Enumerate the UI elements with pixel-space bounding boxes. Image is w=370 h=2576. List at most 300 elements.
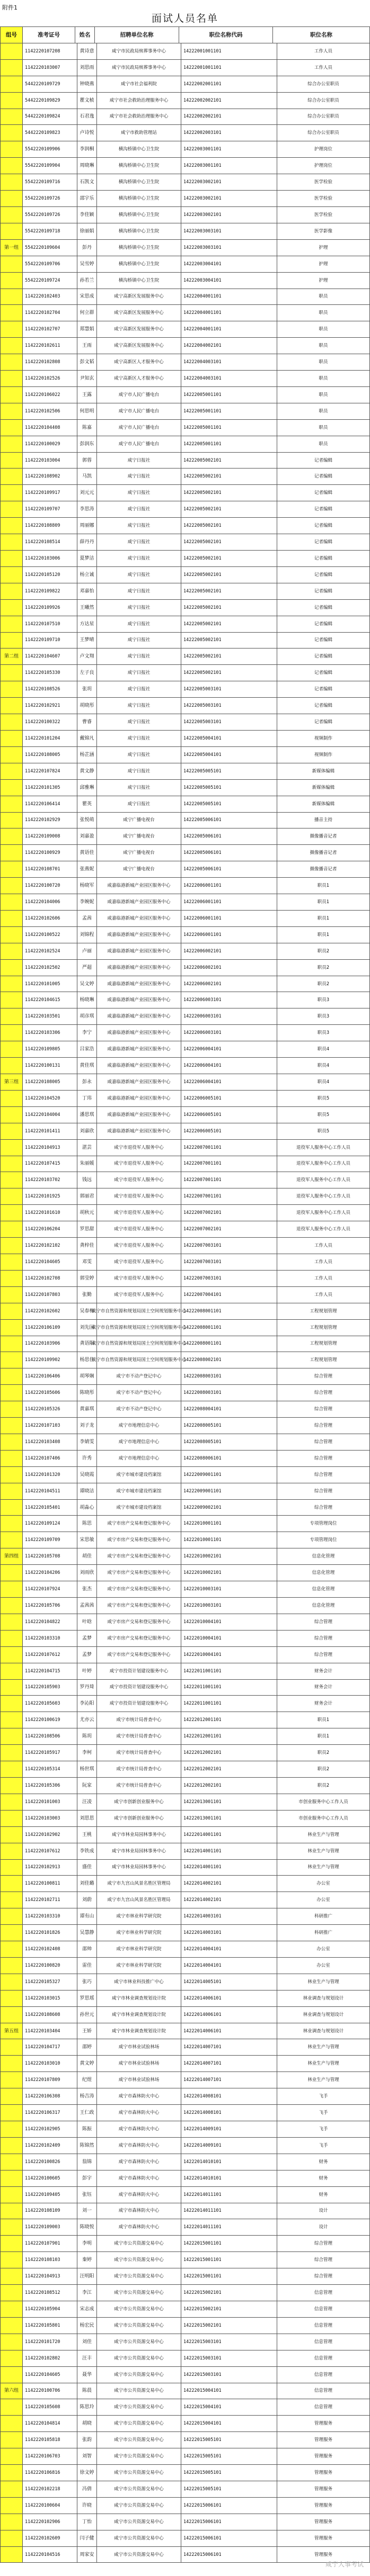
unit-cell: 横沟桥镇中心卫生院 — [97, 223, 181, 240]
table-row — [1, 2498, 370, 2514]
exam-no-cell: 1142220106204 — [23, 1221, 77, 1238]
post-code-cell: 14222014008101 — [181, 2105, 277, 2121]
group-cell — [1, 2056, 23, 2072]
exam-no-cell: 1142220105818 — [23, 2432, 77, 2448]
name-cell: 钟晓燕 — [77, 76, 97, 93]
table-row — [1, 420, 370, 436]
post-code-cell: 14222005003101 — [181, 714, 277, 731]
exam-no-cell: 1142220105326 — [23, 1401, 77, 1418]
group-cell — [1, 256, 23, 273]
exam-no-cell: 1142220103408 — [23, 1434, 77, 1451]
exam-no-cell: 1142220105708 — [23, 1548, 77, 1565]
unit-cell: 咸宁日报社 — [97, 518, 181, 534]
table-row — [1, 2367, 370, 2383]
unit-cell: 咸宁市公共资源交易中心 — [97, 2301, 181, 2318]
table-row — [1, 1172, 370, 1188]
table-row — [1, 583, 370, 600]
group-cell — [1, 1974, 23, 1990]
post-code-cell: 14222008003101 — [181, 1385, 277, 1401]
unit-cell: 咸嘉临港新城产业园区服务中心 — [97, 1008, 181, 1025]
post-code-cell: 14222008001101 — [181, 1320, 277, 1336]
post-name-cell: 护理 — [277, 256, 370, 273]
header-post-code: 职位名称代码 — [179, 27, 273, 43]
unit-cell: 咸宁市投资计划建设服务中心 — [97, 1663, 181, 1680]
table-row — [1, 403, 370, 420]
post-code-cell: 14222010001101 — [181, 1516, 277, 1532]
unit-cell: 咸宁市九宫山风景名胜区管理局 — [97, 1876, 181, 1892]
group-cell — [1, 2187, 23, 2203]
post-name-cell: 摄像播音记者 — [277, 828, 370, 845]
group-cell — [1, 1041, 23, 1058]
group-cell — [1, 109, 23, 125]
exam-no-cell: 1142220104715 — [23, 1663, 77, 1680]
name-cell: 张杰 — [77, 1581, 97, 1598]
group-cell — [1, 2350, 23, 2367]
exam-no-cell: 1142220104717 — [23, 2039, 77, 2056]
post-code-cell: 14222006004101 — [181, 1074, 277, 1091]
name-cell: 王娇 — [77, 2023, 97, 2040]
exam-no-cell: 1142220104206 — [23, 1565, 77, 1581]
name-cell: 周丽娜 — [77, 518, 97, 534]
name-cell: 郭蓉 — [77, 453, 97, 469]
group-cell — [1, 1941, 23, 1958]
post-name-cell: 林业生产与管理 — [277, 1827, 370, 1843]
unit-cell: 咸宁日报社 — [97, 796, 181, 813]
exam-no-cell: 1142220102611 — [23, 338, 77, 354]
unit-cell: 咸宁市退役军人服务中心 — [97, 1254, 181, 1271]
unit-cell: 咸宁日报社 — [97, 633, 181, 649]
table-row — [1, 2383, 370, 2400]
group-cell — [1, 420, 23, 436]
post-code-cell: 14222012002101 — [181, 1761, 277, 1778]
group-cell — [1, 2121, 23, 2138]
post-name-cell: 职员 — [277, 338, 370, 354]
unit-cell: 咸宁市统计局普查中心 — [97, 1745, 181, 1761]
post-name-cell: 科研推广 — [277, 1908, 370, 1925]
exam-no-cell: 1142220102409 — [23, 2138, 77, 2154]
table-row — [1, 2170, 370, 2187]
post-name-cell: 信息管理 — [277, 2285, 370, 2301]
exam-no-cell: 1142220107406 — [23, 1451, 77, 1467]
unit-cell: 咸嘉临港新城产业园区服务中心 — [97, 911, 181, 927]
name-cell: 彭文韬 — [77, 354, 97, 371]
post-code-cell: 14222013001101 — [181, 1794, 277, 1811]
post-name-cell: 信息管理 — [277, 2334, 370, 2350]
post-code-cell: 14222014010101 — [181, 2154, 277, 2170]
name-cell: 徐文婷 — [77, 2465, 97, 2481]
group-cell — [1, 273, 23, 289]
unit-cell: 咸宁市林业科学研究院 — [97, 1941, 181, 1958]
group-cell: 第三组 — [1, 1074, 23, 1091]
name-cell: 彭润东 — [77, 436, 97, 453]
post-code-cell: 14222001001101 — [181, 43, 277, 60]
group-cell — [1, 1271, 23, 1287]
post-code-cell: 14222005002101 — [181, 453, 277, 469]
table-row — [1, 1631, 370, 1647]
group-cell — [1, 992, 23, 1008]
exam-no-cell: 5542220109718 — [23, 223, 77, 240]
post-code-cell: 14222005002101 — [181, 665, 277, 681]
post-name-cell: 管理服务 — [277, 2432, 370, 2448]
unit-cell: 咸宁市公共资源交易中心 — [97, 2465, 181, 2481]
post-name-cell: 综合管理 — [277, 1500, 370, 1516]
post-name-cell: 综合管理 — [277, 1401, 370, 1418]
post-name-cell: 记者编辑 — [277, 616, 370, 633]
group-cell — [1, 1712, 23, 1728]
post-code-cell: 14222009001101 — [181, 1467, 277, 1483]
unit-cell: 咸宁市救助管理站 — [97, 125, 181, 141]
unit-cell: 咸宁市公共资源交易中心 — [97, 2498, 181, 2514]
group-cell — [1, 1238, 23, 1254]
unit-cell: 咸嘉临港新城产业园区服务中心 — [97, 1058, 181, 1074]
exam-no-cell: 1142220109710 — [23, 633, 77, 649]
group-cell — [1, 1925, 23, 1941]
group-cell — [1, 1908, 23, 1925]
name-cell: 钱远 — [77, 1172, 97, 1188]
header-exam-no: 准考证号 — [23, 27, 75, 43]
exam-no-cell: 1142220108506 — [23, 1728, 77, 1745]
post-code-cell: 14222008006101 — [181, 1451, 277, 1467]
group-cell — [1, 1892, 23, 1908]
unit-cell: 咸宁市房产交易和登记服务中心 — [97, 1548, 181, 1565]
name-cell: 刘一 — [77, 2203, 97, 2220]
name-cell: 邱雅琳 — [77, 780, 97, 796]
table-row — [1, 1188, 370, 1205]
group-cell — [1, 158, 23, 174]
post-code-cell: 14222015006101 — [181, 2547, 277, 2563]
post-code-cell: 14222010004101 — [181, 1614, 277, 1631]
post-code-cell: 14222008001101 — [181, 1303, 277, 1320]
group-cell — [1, 813, 23, 829]
exam-no-cell: 1142220107924 — [23, 1581, 77, 1598]
name-cell: 刘元元 — [77, 485, 97, 501]
name-cell: 孟梦 — [77, 1631, 97, 1647]
post-code-cell: 14222007002101 — [181, 1205, 277, 1221]
table-row — [1, 2023, 370, 2040]
group-cell — [1, 763, 23, 780]
unit-cell: 咸宁市自然资源和规划局国土空间规划服务中心 — [97, 1303, 181, 1320]
exam-no-cell: 1142220104605 — [23, 1254, 77, 1271]
group-cell — [1, 551, 23, 567]
table-row — [1, 780, 370, 796]
name-cell: 李铁成 — [77, 1843, 97, 1860]
group-cell — [1, 2448, 23, 2465]
post-code-cell: 14222007002101 — [181, 1221, 277, 1238]
table-row — [1, 2187, 370, 2203]
exam-no-cell: 1142220102524 — [23, 943, 77, 960]
table-row — [1, 2285, 370, 2301]
post-name-cell: 信息化管理 — [277, 1581, 370, 1598]
post-name-cell: 职员2 — [277, 976, 370, 993]
group-cell — [1, 1500, 23, 1516]
group-cell: 第二组 — [1, 648, 23, 665]
unit-cell: 咸宁市林业科技推广中心 — [97, 1974, 181, 1990]
name-cell: 郭丽君 — [77, 1188, 97, 1205]
group-cell — [1, 60, 23, 76]
name-cell: 王梦晴 — [77, 633, 97, 649]
post-code-cell: 14222007001101 — [181, 1156, 277, 1173]
unit-cell: 咸宁市创新创业服务中心 — [97, 1794, 181, 1811]
table-row — [1, 1745, 370, 1761]
group-cell — [1, 1008, 23, 1025]
unit-cell: 咸宁市投资计划建设服务中心 — [97, 1696, 181, 1712]
group-cell — [1, 828, 23, 845]
table-row — [1, 1925, 370, 1941]
post-name-cell: 综合办公室职员 — [277, 109, 370, 125]
post-code-cell: 14222015002101 — [181, 2301, 277, 2318]
exam-no-cell: 5442220109824 — [23, 109, 77, 125]
exam-no-cell: 1142220103004 — [23, 453, 77, 469]
post-code-cell: 14222003001101 — [181, 158, 277, 174]
unit-cell: 咸宁市公共资源交易中心 — [97, 2514, 181, 2530]
exam-no-cell: 1142220104408 — [23, 420, 77, 436]
exam-no-cell: 1142220108109 — [23, 2203, 77, 2220]
table-row — [1, 665, 370, 681]
name-cell: 吴雪婷 — [77, 256, 97, 273]
name-cell: 邵婷 — [77, 2039, 97, 2056]
group-cell — [1, 43, 23, 60]
exam-no-cell: 1142220109709 — [23, 1532, 77, 1548]
post-code-cell: 14222005006101 — [181, 861, 277, 878]
unit-cell: 咸宁日报社 — [97, 616, 181, 633]
post-name-cell: 林业生产与管理 — [277, 2072, 370, 2088]
table-row — [1, 1205, 370, 1221]
name-cell: 黄佳琪 — [77, 1058, 97, 1074]
unit-cell: 咸宁市房产交易和登记服务中心 — [97, 1565, 181, 1581]
name-cell: 聂华 — [77, 2367, 97, 2383]
name-cell: 孟梦 — [77, 1647, 97, 1663]
exam-no-cell: 1142220105603 — [23, 1696, 77, 1712]
name-cell: 宋志成 — [77, 2301, 97, 2318]
exam-no-cell: 1142220108514 — [23, 534, 77, 551]
post-code-cell: 14222003004101 — [181, 256, 277, 273]
group-cell — [1, 894, 23, 911]
group-cell — [1, 2105, 23, 2121]
name-cell: 王仁政 — [77, 2105, 97, 2121]
exam-no-cell: 1142220101005 — [23, 976, 77, 993]
post-code-cell: 14222014007101 — [181, 2072, 277, 2088]
group-cell — [1, 1565, 23, 1581]
post-code-cell: 14222012001101 — [181, 1712, 277, 1728]
unit-cell: 咸宁市房产交易和登记服务中心 — [97, 1532, 181, 1548]
post-name-cell: 信息化管理 — [277, 1548, 370, 1565]
unit-cell: 咸宁市房产交易和登记服务中心 — [97, 1647, 181, 1663]
unit-cell: 咸宁市森林防火中心 — [97, 2187, 181, 2203]
post-code-cell: 14222006002101 — [181, 960, 277, 976]
name-cell: 谭晓洁 — [77, 1483, 97, 1500]
post-name-cell: 管理服务 — [277, 2530, 370, 2547]
table-row — [1, 354, 370, 371]
name-cell: 何立群 — [77, 305, 97, 321]
exam-no-cell: 1142220102609 — [23, 2530, 77, 2547]
post-name-cell: 医学影像 — [277, 223, 370, 240]
group-cell — [1, 1581, 23, 1598]
post-name-cell: 职员3 — [277, 1008, 370, 1025]
post-name-cell: 综合办公室职员 — [277, 93, 370, 109]
post-name-cell: 管理服务 — [277, 2514, 370, 2530]
watermark-text: 咸宁人事考试 — [325, 2561, 364, 2568]
name-cell: 彭永 — [77, 1074, 97, 1091]
post-code-cell: 14222012002101 — [181, 1745, 277, 1761]
name-cell: 汪明阳 — [77, 2268, 97, 2285]
post-code-cell: 14222005005101 — [181, 763, 277, 780]
group-cell — [1, 2399, 23, 2416]
exam-no-cell: 1142220105801 — [23, 2318, 77, 2334]
table-row — [1, 1123, 370, 1140]
exam-no-cell: 1142220103310 — [23, 1908, 77, 1925]
post-code-cell: 14222011001101 — [181, 1696, 277, 1712]
group-cell — [1, 453, 23, 469]
post-code-cell: 14222008002101 — [181, 1352, 277, 1368]
group-cell — [1, 1025, 23, 1041]
group-cell — [1, 698, 23, 714]
unit-cell: 咸宁日报社 — [97, 731, 181, 747]
post-code-cell: 14222014003101 — [181, 1925, 277, 1941]
name-cell: 尤亦云 — [77, 1712, 97, 1728]
post-name-cell: 信息管理 — [277, 2318, 370, 2334]
exam-no-cell: 1142220102403 — [23, 289, 77, 305]
table-row — [1, 60, 370, 76]
name-cell: 彭丹 — [77, 240, 97, 256]
name-cell: 石凯文 — [77, 174, 97, 191]
exam-no-cell: 1142220102526 — [23, 371, 77, 387]
table-row — [1, 321, 370, 338]
table-row — [1, 2334, 370, 2350]
post-code-cell: 14222008004101 — [181, 1401, 277, 1418]
unit-cell: 咸宁市不动产登记中心 — [97, 1401, 181, 1418]
exam-no-cell: 1142220100826 — [23, 2154, 77, 2170]
group-cell — [1, 2498, 23, 2514]
exam-no-cell: 1142220104004 — [23, 1107, 77, 1123]
post-code-cell: 14222015004101 — [181, 2383, 277, 2400]
unit-cell: 咸嘉临港新城产业园区服务中心 — [97, 927, 181, 943]
name-cell: 何思明 — [77, 403, 97, 420]
post-code-cell: 14222005006101 — [181, 828, 277, 845]
name-cell: 胡晓彤 — [77, 698, 97, 714]
group-cell — [1, 1303, 23, 1320]
table-row — [1, 911, 370, 927]
post-code-cell: 14222006002101 — [181, 976, 277, 993]
post-code-cell: 14222006003101 — [181, 992, 277, 1008]
unit-cell: 咸宁市林业科学研究院 — [97, 1925, 181, 1941]
post-code-cell: 14222005002101 — [181, 501, 277, 518]
post-code-cell: 14222014003101 — [181, 1908, 277, 1925]
unit-cell: 咸宁市城市建设档案馆 — [97, 1500, 181, 1516]
post-name-cell: 办公室 — [277, 1941, 370, 1958]
unit-cell: 咸宁市林业试验林场 — [97, 2039, 181, 2056]
post-code-cell: 14222005002101 — [181, 469, 277, 485]
exam-no-cell: 1142220109917 — [23, 485, 77, 501]
unit-cell: 咸宁市房产交易和登记服务中心 — [97, 1516, 181, 1532]
group-cell — [1, 861, 23, 878]
exam-no-cell: 5442220109829 — [23, 93, 77, 109]
post-name-cell: 新媒体编辑 — [277, 796, 370, 813]
exam-no-cell: 1142220107208 — [23, 43, 77, 60]
table-row — [1, 1107, 370, 1123]
table-row — [1, 1663, 370, 1680]
post-name-cell: 记者编辑 — [277, 518, 370, 534]
name-cell: 黄嘉琪 — [77, 1401, 97, 1418]
name-cell: 孙世元 — [77, 2007, 97, 2023]
post-name-cell: 信息管理 — [277, 2367, 370, 2383]
name-cell: 黄诗意 — [77, 43, 97, 60]
unit-cell: 咸宁高新区发展服务中心 — [97, 289, 181, 305]
table-row — [1, 1271, 370, 1287]
post-name-cell: 职员2 — [277, 1745, 370, 1761]
exam-no-cell: 1142220103306 — [23, 1025, 77, 1041]
group-cell — [1, 2039, 23, 2056]
exam-no-cell: 1142220103702 — [23, 1172, 77, 1188]
table-row — [1, 2121, 370, 2138]
exam-no-cell: 1142220104615 — [23, 992, 77, 1008]
attachment-label: 附件1 — [2, 4, 17, 11]
name-cell: 吴晓霞 — [77, 1467, 97, 1483]
post-code-cell: 14222006001101 — [181, 927, 277, 943]
post-code-cell: 14222014006101 — [181, 1990, 277, 2007]
post-name-cell: 摄像播音记者 — [277, 861, 370, 878]
post-name-cell: 林业生产与管理 — [277, 2056, 370, 2072]
unit-cell: 咸宁市地理信息中心 — [97, 1418, 181, 1434]
group-cell — [1, 1827, 23, 1843]
exam-no-cell: 1142220108005 — [23, 1074, 77, 1091]
name-cell: 左子良 — [77, 665, 97, 681]
name-cell: 李润桐 — [77, 141, 97, 158]
group-cell — [1, 2367, 23, 2383]
unit-cell: 横沟桥镇中心卫生院 — [97, 158, 181, 174]
post-name-cell: 信息管理 — [277, 2350, 370, 2367]
unit-cell: 咸宁市退役军人服务中心 — [97, 1172, 181, 1188]
post-code-cell: 14222003001101 — [181, 141, 277, 158]
name-cell: 胡琴娴 — [77, 1368, 97, 1385]
table-row — [1, 551, 370, 567]
post-code-cell: 14222014001101 — [181, 1843, 277, 1860]
exam-no-cell: 1142220104913 — [23, 1140, 77, 1156]
table-row — [1, 371, 370, 387]
table-row — [1, 2088, 370, 2105]
table-row — [1, 1941, 370, 1958]
post-code-cell: 14222002002101 — [181, 109, 277, 125]
table-row — [1, 2416, 370, 2432]
exam-no-cell: 1142220106816 — [23, 2465, 77, 2481]
table-row — [1, 1581, 370, 1598]
exam-no-cell: 1142220107510 — [23, 616, 77, 633]
post-name-cell: 管理服务 — [277, 2465, 370, 2481]
table-row — [1, 76, 370, 93]
post-name-cell: 信息化管理 — [277, 1598, 370, 1614]
unit-cell: 咸宁市退役军人服务中心 — [97, 1287, 181, 1303]
post-code-cell: 14222015001101 — [181, 2268, 277, 2285]
name-cell: 刘佳 — [77, 2334, 97, 2350]
post-code-cell: 14222015004101 — [181, 2399, 277, 2416]
group-cell — [1, 2088, 23, 2105]
unit-cell: 咸宁市公共资源交易中心 — [97, 2448, 181, 2465]
post-code-cell: 14222005002101 — [181, 551, 277, 567]
group-cell — [1, 1598, 23, 1614]
post-code-cell: 14222006005101 — [181, 1107, 277, 1123]
post-name-cell: 林业调查与规划设计 — [277, 2007, 370, 2023]
post-code-cell: 14222010003101 — [181, 1581, 277, 1598]
exam-no-cell: 1142220109926 — [23, 600, 77, 616]
name-cell: 汪凌 — [77, 1794, 97, 1811]
exam-no-cell: 1142220104516 — [23, 2547, 77, 2563]
exam-no-cell: 1142220100706 — [23, 2383, 77, 2400]
exam-no-cell: 1142220107809 — [23, 2072, 77, 2088]
unit-cell: 咸宁高新区发展服务中心 — [97, 338, 181, 354]
name-cell: 盛佳 — [77, 1860, 97, 1876]
name-cell: 孟茜 — [77, 911, 97, 927]
unit-cell: 横沟桥镇中心卫生院 — [97, 256, 181, 273]
unit-cell: 咸嘉临港新城产业园区服务中心 — [97, 1025, 181, 1041]
